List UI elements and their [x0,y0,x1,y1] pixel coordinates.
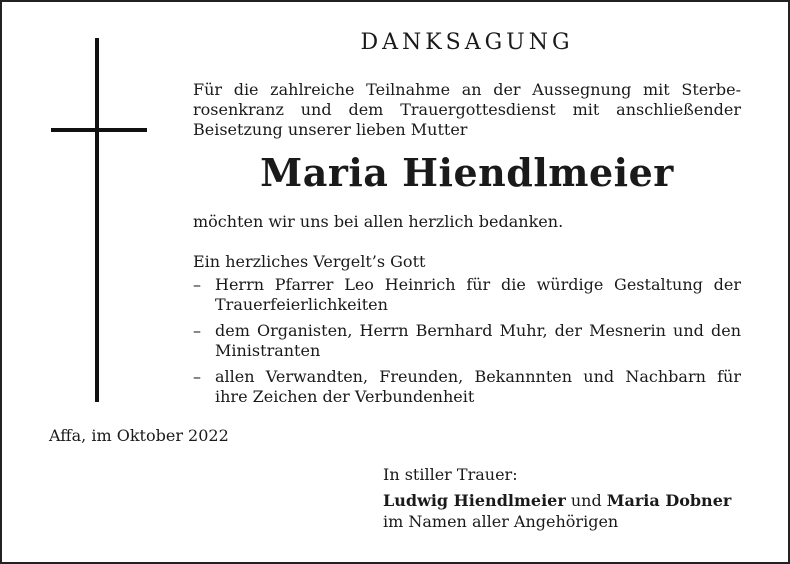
signature-name-2: Maria Dobner [606,491,732,510]
list-dash: – [193,321,201,340]
intro-text [193,80,741,140]
intro-line-1: Für die zahlreiche Teilnahme an der Aussegnung mit Sterbe- [193,80,741,99]
signature-intro: In stiller Trauer: [383,465,518,484]
list-item [193,367,741,407]
intro-line-2: rosenkranz und dem Trauergottesdienst mit anschließender [193,100,741,119]
list-item [193,321,741,361]
place-date: Affa, im Oktober 2022 [49,426,229,445]
list-item-text: Herrn Pfarrer Leo Heinrich für die würdige Gestaltung der Trauerfeierlichkeiten [215,275,741,314]
cross-icon-bar [51,128,147,132]
signature-closing: im Namen aller Angehörigen [383,512,619,531]
list-dash: – [193,275,201,294]
list-dash: – [193,367,201,386]
signature-und: und [570,491,602,510]
signature-name-1: Ludwig Hiendlmeier [383,491,566,510]
intro-line-3: Beisetzung unserer lieben Mutter [193,120,468,139]
page-title: DANKSAGUNG [360,30,574,55]
signature-names [383,491,731,511]
list-item [193,275,741,315]
list-item-text: allen Verwandten, Freunden, Bekannnten und Nachbarn für ihre Zeichen der Verbundenheit [215,367,741,406]
vergelts-gott: Ein herzliches Vergelt’s Gott [193,252,426,271]
thanks-text: möchten wir uns bei allen herzlich bedanken. [193,212,564,231]
list-item-text: dem Organisten, Herrn Bernhard Muhr, der Mesnerin und den Ministranten [215,321,741,360]
deceased-name: Maria Hiendlmeier [260,150,674,195]
cross-icon [95,38,99,402]
